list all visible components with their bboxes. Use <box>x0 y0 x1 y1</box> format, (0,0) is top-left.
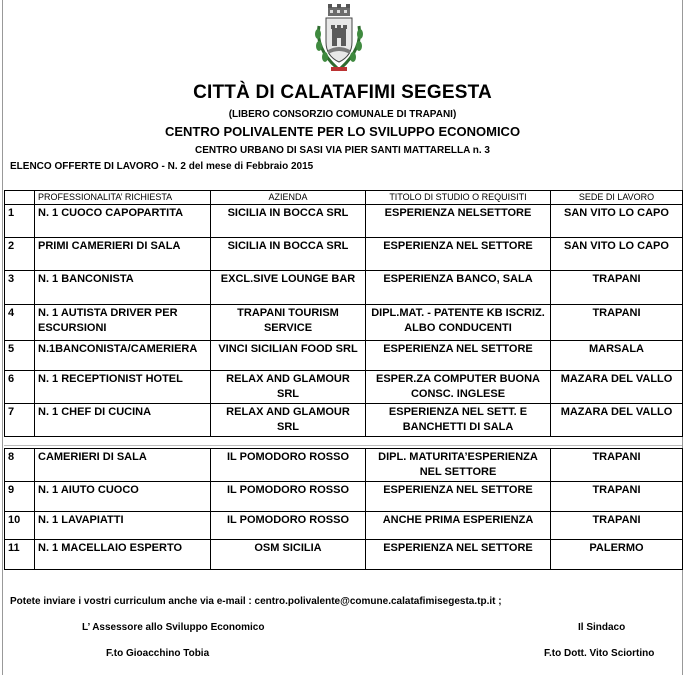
row-requirements: DIPL. MATURITA’ESPERIENZA NEL SETTORE <box>366 449 551 482</box>
header-location: SEDE DI LAVORO <box>551 191 683 205</box>
row-requirements: ESPERIENZA NELSETTORE <box>366 205 551 238</box>
row-profession: N. 1 MACELLAIO ESPERTO <box>35 540 211 570</box>
row-requirements: DIPL.MAT. - PATENTE KB ISCRIZ. ALBO CONDUCENTI <box>366 305 551 341</box>
row-company: OSM SICILIA <box>211 540 366 570</box>
row-num: 8 <box>5 449 35 482</box>
row-profession: N. 1 LAVAPIATTI <box>35 512 211 540</box>
row-company: IL POMODORO ROSSO <box>211 512 366 540</box>
header-requirements: TITOLO DI STUDIO O REQUISITI <box>366 191 551 205</box>
row-location: TRAPANI <box>551 512 683 540</box>
row-requirements: ESPERIENZA BANCO, SALA <box>366 271 551 305</box>
row-location: PALERMO <box>551 540 683 570</box>
row-num: 5 <box>5 341 35 371</box>
row-num: 9 <box>5 482 35 512</box>
row-profession: N. 1 CHEF DI CUCINA <box>35 404 211 437</box>
row-company: SICILIA IN BOCCA SRL <box>211 205 366 238</box>
row-location: TRAPANI <box>551 449 683 482</box>
table-separator <box>4 445 682 446</box>
row-requirements: ESPERIENZA NEL SETTORE <box>366 482 551 512</box>
row-profession: N. 1 RECEPTIONIST HOTEL <box>35 371 211 404</box>
table-row <box>5 238 683 271</box>
row-location: TRAPANI <box>551 271 683 305</box>
row-location: TRAPANI <box>551 305 683 341</box>
job-offers-table-continued <box>4 448 683 570</box>
row-profession: N. 1 CUOCO CAPOPARTITA <box>35 205 211 238</box>
row-company: IL POMODORO ROSSO <box>211 482 366 512</box>
table-row <box>5 271 683 305</box>
table-row <box>5 449 683 482</box>
assessore-signature: F.to Gioacchino Tobia <box>106 648 210 659</box>
table-row <box>5 205 683 238</box>
row-location: MAZARA DEL VALLO <box>551 371 683 404</box>
list-title: ELENCO OFFERTE DI LAVORO - N. 2 del mese di Febbraio 2015 <box>10 161 314 172</box>
row-location: MARSALA <box>551 341 683 371</box>
email-instructions: Potete inviare i vostri curriculum anche via e-mail : centro.polivalente@comune.calatafimisegesta.tp.it ; <box>10 596 502 607</box>
row-num: 1 <box>5 205 35 238</box>
row-num: 10 <box>5 512 35 540</box>
row-profession: PRIMI CAMERIERI DI SALA <box>35 238 211 271</box>
row-profession: N. 1 AIUTO CUOCO <box>35 482 211 512</box>
row-location: TRAPANI <box>551 482 683 512</box>
sindaco-signature: F.to Dott. Vito Sciortino <box>544 648 655 659</box>
row-company: IL POMODORO ROSSO <box>211 449 366 482</box>
row-company: SICILIA IN BOCCA SRL <box>211 238 366 271</box>
row-requirements: ESPERIENZA NEL SETTORE <box>366 540 551 570</box>
row-requirements: ESPERIENZA NEL SETTORE <box>366 238 551 271</box>
table-row <box>5 341 683 371</box>
row-location: MAZARA DEL VALLO <box>551 404 683 437</box>
row-company: EXCL.SIVE LOUNGE BAR <box>211 271 366 305</box>
municipal-crest-icon <box>311 4 367 74</box>
row-num: 11 <box>5 540 35 570</box>
row-requirements: ESPERIENZA NEL SETT. E BANCHETTI DI SALA <box>366 404 551 437</box>
row-requirements: ESPERIENZA NEL SETTORE <box>366 341 551 371</box>
row-requirements: ESPER.ZA COMPUTER BUONA CONSC. INGLESE <box>366 371 551 404</box>
row-profession: CAMERIERI DI SALA <box>35 449 211 482</box>
assessore-title: L’ Assessore allo Sviluppo Economico <box>82 622 265 633</box>
row-num: 2 <box>5 238 35 271</box>
row-profession: N. 1 AUTISTA DRIVER PER ESCURSIONI <box>35 305 211 341</box>
header-num <box>5 191 35 205</box>
table-row <box>5 371 683 404</box>
table-header-row <box>5 191 683 205</box>
row-location: SAN VITO LO CAPO <box>551 205 683 238</box>
row-num: 6 <box>5 371 35 404</box>
header-company: AZIENDA <box>211 191 366 205</box>
subtitle-address: CENTRO URBANO DI SASI VIA PIER SANTI MATTARELLA n. 3 <box>194 145 490 156</box>
row-num: 7 <box>5 404 35 437</box>
row-num: 4 <box>5 305 35 341</box>
table-row <box>5 540 683 570</box>
row-requirements: ANCHE PRIMA ESPERIENZA <box>366 512 551 540</box>
row-company: TRAPANI TOURISM SERVICE <box>211 305 366 341</box>
table-row <box>5 512 683 540</box>
row-company: RELAX AND GLAMOUR SRL <box>211 371 366 404</box>
row-location: SAN VITO LO CAPO <box>551 238 683 271</box>
row-profession: N. 1 BANCONISTA <box>35 271 211 305</box>
row-num: 3 <box>5 271 35 305</box>
table-row <box>5 404 683 437</box>
row-company: RELAX AND GLAMOUR SRL <box>211 404 366 437</box>
header-profession: PROFESSIONALITA’ RICHIESTA <box>35 191 211 205</box>
row-profession: N.1BANCONISTA/CAMERIERA <box>35 341 211 371</box>
subtitle-center: CENTRO POLIVALENTE PER LO SVILUPPO ECONOMICO <box>164 124 521 139</box>
subtitle-consortium: (LIBERO CONSORZIO COMUNALE DI TRAPANI) <box>228 109 457 120</box>
page-title: CITTÀ DI CALATAFIMI SEGESTA <box>193 82 492 103</box>
sindaco-title: Il Sindaco <box>578 622 626 633</box>
job-offers-table <box>4 190 683 437</box>
table-row <box>5 482 683 512</box>
table-row <box>5 305 683 341</box>
row-company: VINCI SICILIAN FOOD SRL <box>211 341 366 371</box>
